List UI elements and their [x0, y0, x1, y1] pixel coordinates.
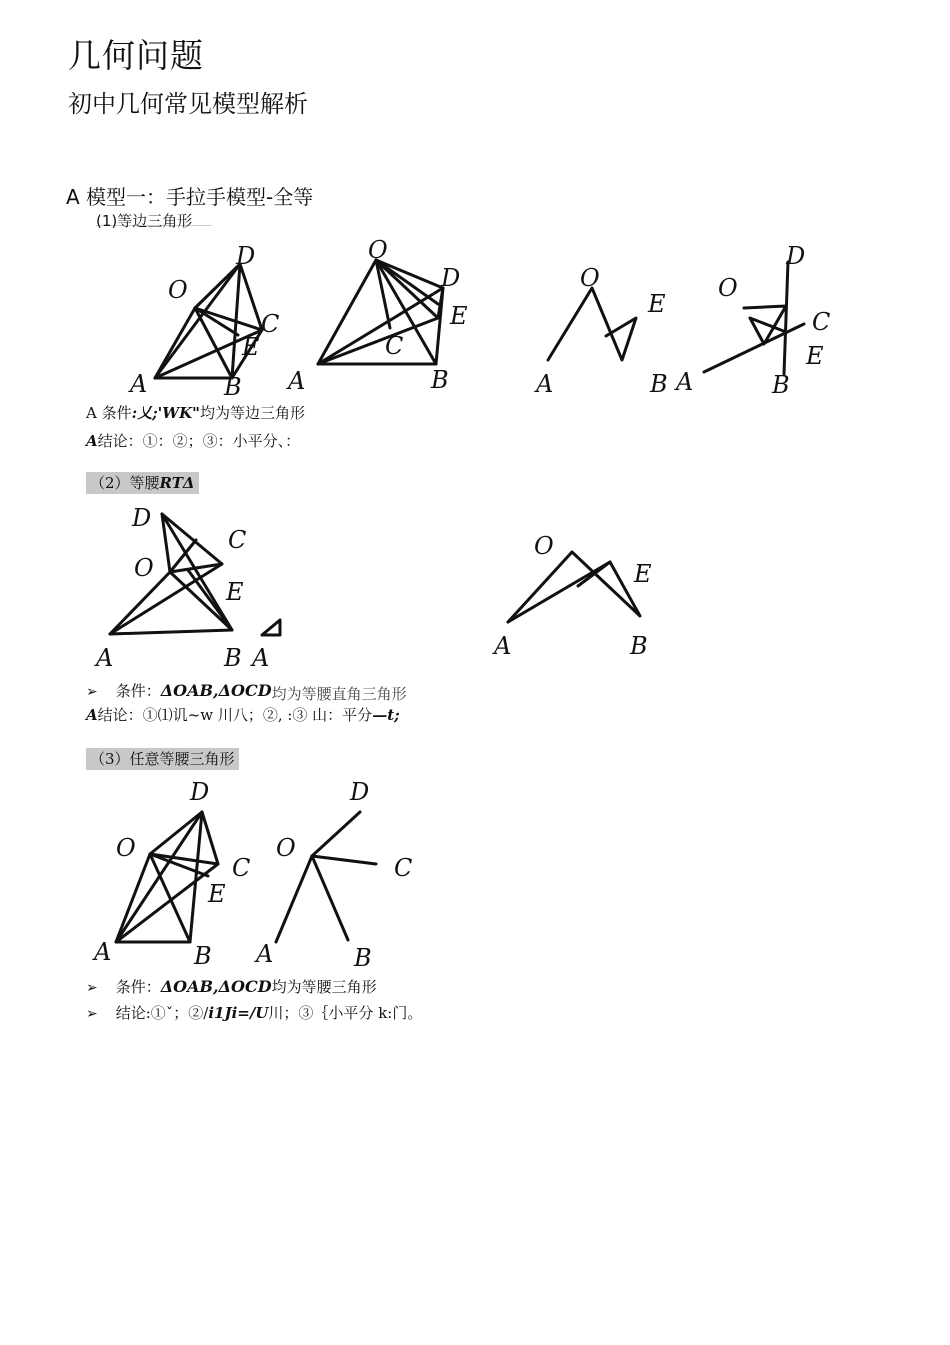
fig2a-label-e: E — [226, 578, 244, 606]
part2-label — [86, 472, 199, 494]
part3-conclusion-b: 川；③｛小平分 k:门。 — [268, 1004, 423, 1022]
part2-label-sym: RTΔ — [159, 474, 195, 492]
part3-label-box — [86, 748, 239, 769]
fig3a-line-ad — [116, 812, 202, 942]
part3-condition-sym: ΔOAB,ΔOCD — [160, 977, 272, 996]
fig3b-label-d: D — [350, 778, 370, 806]
fig2b-label-o: O — [534, 532, 554, 560]
part2-conclusion — [86, 704, 400, 725]
part3-conclusion — [86, 1002, 422, 1023]
part1-conclusion-prefix: A — [86, 432, 98, 450]
figure-1d — [676, 240, 846, 400]
part1-condition-prefix: A 条件 — [86, 404, 132, 422]
part2-condition-sym: ΔOAB,ΔOCD — [160, 681, 272, 700]
part3-bullet-2: ➢ — [86, 1006, 98, 1022]
fig1b-label-c: C — [385, 332, 404, 360]
fig2a-label-a: A — [96, 644, 114, 672]
fig1a-label-a: A — [130, 370, 148, 398]
part3-condition — [86, 976, 377, 997]
figure-1b — [288, 236, 488, 401]
fig1b-line-ac — [318, 318, 438, 364]
figure-1c — [530, 260, 680, 400]
part1-condition — [86, 402, 305, 423]
fig1c-label-b: B — [650, 370, 668, 398]
fig2a-label-c: C — [228, 526, 247, 554]
fig1d-small-triangle — [744, 306, 786, 344]
part2-label-box — [86, 472, 199, 493]
section-prefix: A — [66, 185, 80, 209]
fig1a-label-b: B — [224, 373, 242, 401]
fig3a-triangle-oab — [116, 854, 190, 942]
part2-conclusion-sym: —t; — [372, 706, 400, 724]
part1-conclusion-text: 结论：①：②；③：小平分、： — [97, 432, 301, 450]
fig1c-outline — [548, 288, 636, 360]
part3-bullet: ➢ — [86, 980, 98, 996]
fig3b-line-oa — [276, 856, 312, 942]
fig1a-label-c: C — [261, 310, 280, 338]
figure-2b — [488, 528, 668, 668]
fig3a-label-b: B — [194, 942, 212, 970]
fig1a-label-d: D — [236, 242, 256, 270]
section-heading-text: 模型一：手拉手模型-全等 — [86, 185, 314, 209]
part3-label: （3）任意等腰三角形 — [86, 748, 239, 770]
fig1d-label-d: D — [786, 242, 806, 270]
fig3b-line-ob — [312, 856, 348, 940]
fig1d-label-c: C — [812, 308, 831, 336]
part1-condition-sym: :乂;'WK" — [131, 404, 200, 422]
fig2a-label-a2: A — [252, 644, 270, 672]
part3-conclusion-a: :①ˇ；②/ — [145, 1004, 209, 1022]
part3-condition-suffix: 均为等腰三角形 — [271, 978, 377, 996]
part2-condition-prefix: 条件： — [115, 682, 161, 700]
part2-condition-fragment: 均为等腰直角三角形 — [271, 685, 407, 703]
fig1a-label-o: O — [168, 276, 188, 304]
fig3a-label-e: E — [208, 880, 226, 908]
fig1b-triangle-oab — [318, 260, 436, 364]
fig2a-label-o: O — [134, 554, 154, 582]
fig1a-triangle-ocd — [195, 264, 262, 330]
figure-3b — [256, 776, 430, 972]
fig3b-line-oc — [312, 856, 376, 864]
fig2b-label-e: E — [634, 560, 652, 588]
fig3b-label-a: A — [256, 940, 274, 968]
fig3a-label-c: C — [232, 854, 251, 882]
fig2a-label-b: B — [224, 644, 242, 672]
fig1d-label-e: E — [806, 342, 824, 370]
figure-3a — [90, 776, 270, 971]
fig1d-label-o: O — [718, 274, 738, 302]
part1-label: (1)等边三角形 — [96, 212, 212, 226]
fig3a-label-d: D — [190, 778, 210, 806]
fig3b-label-c: C — [394, 854, 413, 882]
fig1d-line-bd — [784, 262, 788, 374]
fig2b-label-b: B — [630, 632, 648, 660]
fig2b-label-a: A — [494, 632, 512, 660]
fig1c-label-o: O — [580, 264, 600, 292]
part3-condition-prefix: 条件： — [115, 978, 161, 996]
part1-condition-suffix: 均为等边三角形 — [199, 404, 305, 422]
fig1a-label-e: E — [242, 333, 260, 361]
fig3b-line-od — [312, 812, 360, 856]
fig1d-line-ab — [704, 324, 804, 372]
fig3a-label-o: O — [116, 834, 136, 862]
part3-conclusion-sym: i1Ji=/U — [208, 1004, 269, 1022]
fig2a-label-d: D — [132, 504, 152, 532]
fig2b-line-ae — [508, 562, 610, 622]
fig3b-label-o: O — [276, 834, 296, 862]
fig3a-label-a: A — [94, 938, 112, 966]
fig1c-label-e: E — [648, 290, 666, 318]
fig1b-line-ad — [318, 288, 443, 364]
fig1b-line-bd — [436, 288, 443, 364]
part2-label-text: （2）等腰 — [90, 474, 160, 492]
fig1b-label-o: O — [368, 236, 388, 264]
fig1b-label-a: A — [288, 367, 306, 395]
figure-1a — [120, 240, 290, 400]
fig1a-triangle-oab — [155, 308, 232, 378]
fig3b-label-b: B — [354, 944, 372, 972]
fig1d-label-a: A — [676, 368, 694, 396]
fig1c-label-a: A — [536, 370, 554, 398]
page-title: 几何问题 — [68, 36, 204, 75]
part2-bullet: ➢ — [86, 684, 98, 700]
part1-conclusion — [86, 430, 300, 451]
page-subtitle: 初中几何常见模型解析 — [68, 90, 308, 118]
fig2a-cut-fragment — [262, 620, 280, 635]
section-heading — [66, 181, 313, 210]
fig1d-label-b: B — [772, 371, 790, 399]
figure-2a — [92, 500, 282, 675]
fig1b-label-b: B — [431, 366, 449, 394]
part2-conclusion-text: 结论：①⑴讥~w 川八；②, :③ 山：平分 — [97, 706, 373, 724]
fig1b-label-d: D — [441, 264, 461, 292]
part2-conclusion-prefix: A — [86, 706, 98, 724]
fig1b-label-e: E — [450, 302, 468, 330]
part2-condition — [86, 680, 407, 701]
part3-conclusion-prefix: 结论 — [115, 1004, 146, 1022]
